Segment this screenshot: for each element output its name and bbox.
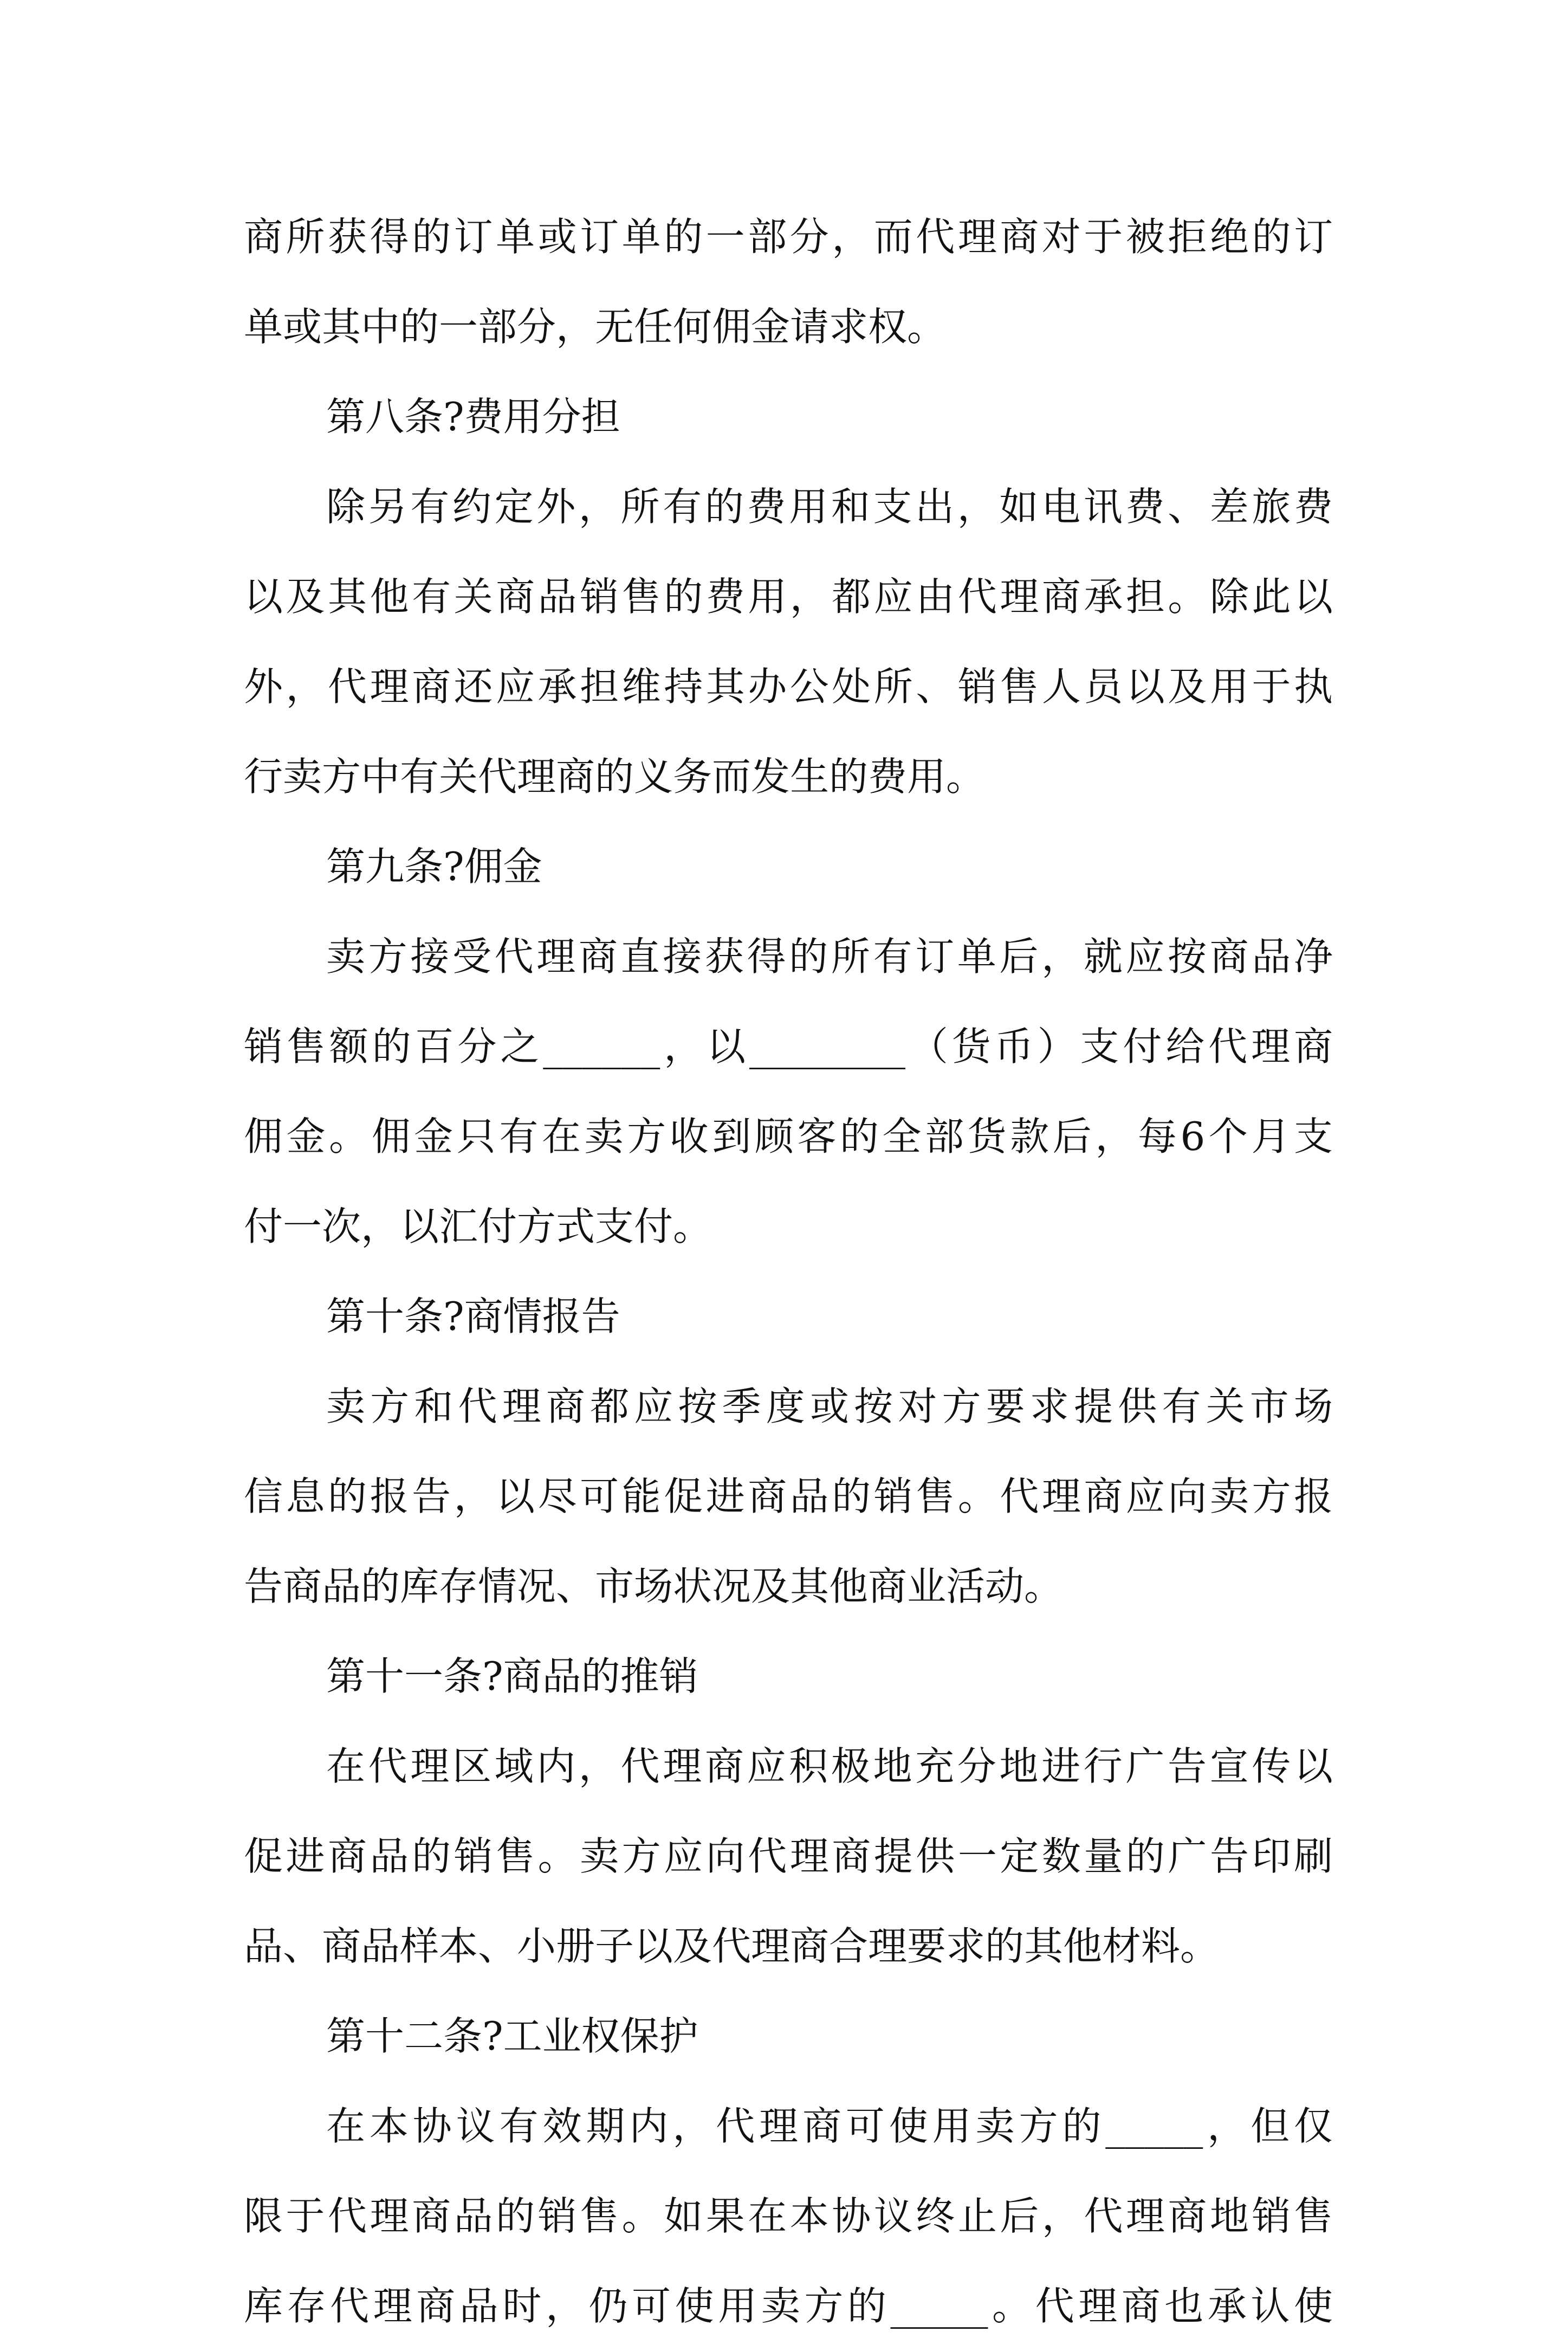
paragraph-line: 行卖方中有关代理商的义务而发生的费用。 [244, 754, 986, 799]
article-heading: 第十条?商情报告 [326, 1294, 620, 1339]
paragraph-line: 卖方和代理商都应按季度或按对方要求提供有关市场 [326, 1384, 1333, 1429]
paragraph-line: 商所获得的订单或订单的一部分，而代理商对于被拒绝的订 [244, 214, 1333, 260]
paragraph-line: 在代理区域内，代理商应积极地充分地进行广告宣传以 [326, 1743, 1333, 1789]
paragraph-line: 单或其中的一部分，无任何佣金请求权。 [244, 304, 947, 350]
paragraph-line: 佣金。佣金只有在卖方收到顾客的全部货款后，每6个月支 [244, 1114, 1333, 1159]
paragraph-line: 销售额的百分之______，以________（货币）支付给代理商 [244, 1024, 1333, 1069]
paragraph-line: 促进商品的销售。卖方应向代理商提供一定数量的广告印刷 [244, 1833, 1333, 1879]
paragraph-line: 限于代理商品的销售。如果在本协议终止后，代理商地销售 [244, 2193, 1333, 2239]
article-heading: 第九条?佣金 [326, 844, 542, 889]
paragraph-line: 付一次，以汇付方式支付。 [244, 1204, 712, 1249]
paragraph-line: 告商品的库存情况、市场状况及其他商业活动。 [244, 1564, 1064, 1609]
article-heading: 第十二条?工业权保护 [326, 2013, 698, 2059]
document-page [244, 192, 1333, 2351]
paragraph-line: 在本协议有效期内，代理商可使用卖方的_____，但仅 [326, 2103, 1333, 2149]
paragraph-line: 品、商品样本、小册子以及代理商合理要求的其他材料。 [244, 1923, 1220, 1969]
paragraph-line: 信息的报告，以尽可能促进商品的销售。代理商应向卖方报 [244, 1474, 1333, 1519]
article-heading: 第八条?费用分担 [326, 394, 620, 440]
paragraph-line: 卖方接受代理商直接获得的所有订单后，就应按商品净 [326, 934, 1333, 979]
paragraph-line: 外，代理商还应承担维持其办公处所、销售人员以及用于执 [244, 664, 1333, 709]
paragraph-line: 除另有约定外，所有的费用和支出，如电讯费、差旅费 [326, 484, 1333, 529]
article-heading: 第十一条?商品的推销 [326, 1654, 698, 1699]
paragraph-line: 以及其他有关商品销售的费用，都应由代理商承担。除此以 [244, 574, 1333, 619]
paragraph-line: 库存代理商品时，仍可使用卖方的_____。代理商也承认使 [244, 2283, 1333, 2329]
